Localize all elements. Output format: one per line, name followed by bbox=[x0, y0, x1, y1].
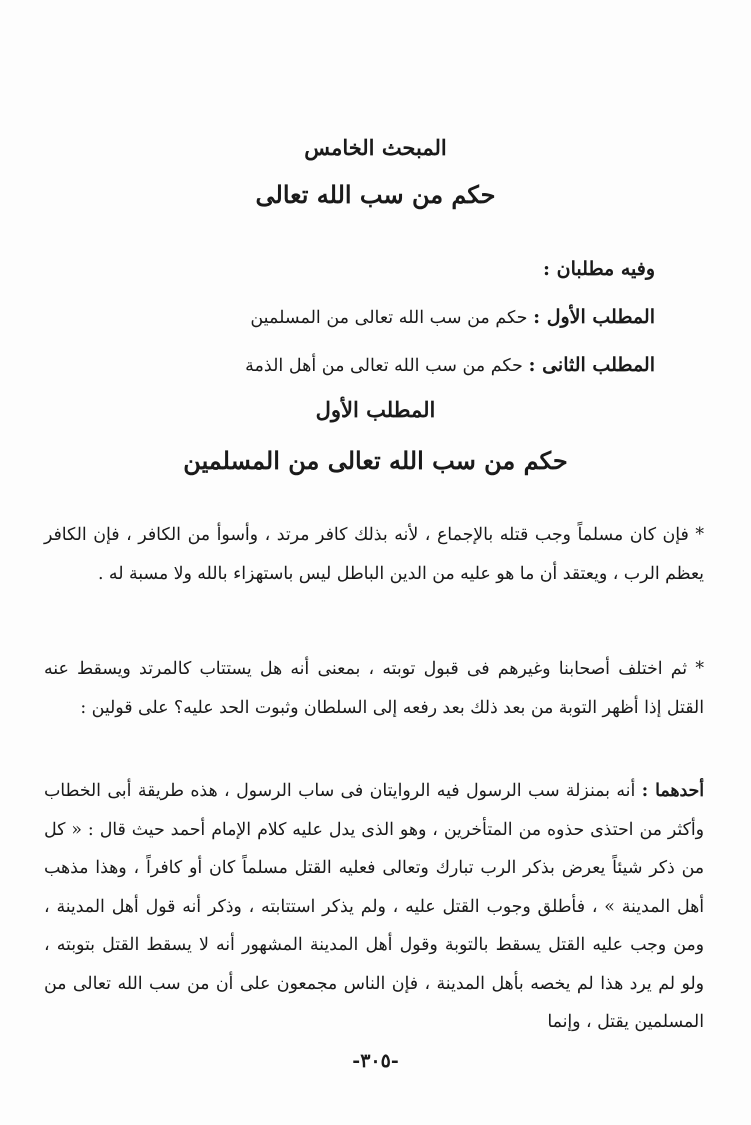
paragraph-body: أنه بمنزلة سب الرسول فيه الروايتان فى ساب الرسول ، هذه طريقة أبى الخطاب وأكثر من احتذى حذوه من المتأخرين ، وهو الذى يدل عليه كلام الإمام أحمد حيث قال : « كل من ذكر شيئاً يعرض بذكر الرب تبارك وتعالى فعليه القتل مسلماً كان أو كافراً ، وهذا مذهب أهل المدينة » ، فأطلق وجوب القتل عليه ، ولم يذكر استتابته ، وذكر أنه قول أهل المدينة ، ومن وجب عليه القتل يسقط بالتوبة وقول أهل المدينة المشهور أنه لا يسقط القتل بتوبته ، ولو لم يرد هذا لم يخصه بأهل المدينة ، فإن الناس مجمعون على أن من سب الله تعالى من المسلمين يقتل ، وإنما bbox=[44, 781, 704, 1032]
topic-item bbox=[245, 354, 655, 376]
subsection-title: حكم من سب الله تعالى من المسلمين bbox=[183, 446, 568, 475]
paragraph-lead: أحدهما : bbox=[641, 781, 705, 801]
paragraph-text: * ثم اختلف أصحابنا وغيرهم فى قبول توبته ، بمعنى أنه هل يستتاب كالمرتد ويسقط عنه القتل إذا أظهر التوبة من بعد ذلك بعد رفعه إلى السلطان وثبوت الحد عليه؟ على قولين : bbox=[44, 659, 704, 718]
paragraph-1 bbox=[44, 516, 704, 593]
paragraph-text: * فإن كان مسلماً وجب قتله بالإجماع ، لأنه بذلك كافر مرتد ، وأسوأ من الكافر ، فإن الكافر يعظم الرب ، ويعتقد أن ما هو عليه من الدين الباطل ليس باستهزاء بالله ولا مسبة له . bbox=[44, 525, 704, 584]
section-heading: المبحث الخامس bbox=[304, 135, 447, 160]
topic-label: المطلب الثانى : bbox=[528, 354, 655, 376]
paragraph-3 bbox=[44, 772, 704, 1042]
topics-intro: وفيه مطلبان : bbox=[543, 258, 655, 280]
topic-item bbox=[250, 306, 655, 328]
section-title: حكم من سب الله تعالى bbox=[255, 180, 496, 209]
subsection-heading: المطلب الأول bbox=[315, 397, 436, 422]
page-number: -٣٠٥- bbox=[352, 1050, 399, 1072]
paragraph-2 bbox=[44, 650, 704, 727]
topic-text: حكم من سب الله تعالى من أهل الذمة bbox=[245, 356, 523, 376]
topic-label: المطلب الأول : bbox=[533, 306, 655, 328]
topic-text: حكم من سب الله تعالى من المسلمين bbox=[250, 308, 528, 328]
paragraph-text bbox=[44, 772, 704, 1042]
